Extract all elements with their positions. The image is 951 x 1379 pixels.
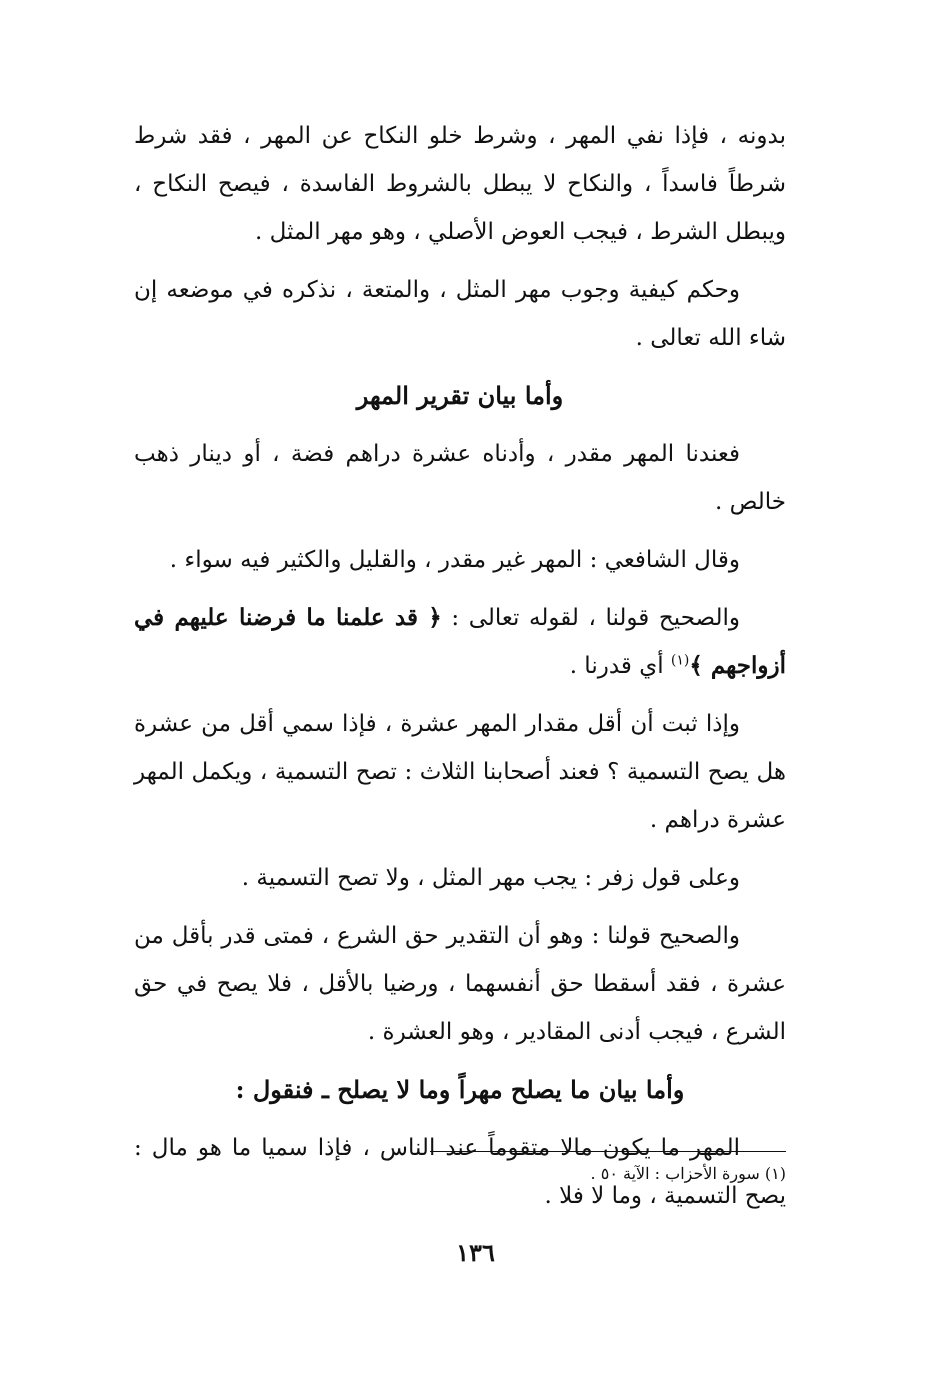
paragraph-5-intro: والصحيح قولنا ، لقوله تعالى : bbox=[441, 605, 740, 631]
paragraph-5-outro: أي قدرنا . bbox=[569, 653, 671, 679]
footnote-text: (١) سورة الأحزاب : الآية ٥٠ . bbox=[590, 1164, 786, 1183]
paragraph-2: وحكم كيفية وجوب مهر المثل ، والمتعة ، نذكره في موضعه إن شاء الله تعالى . bbox=[134, 277, 786, 351]
footnote-reference[interactable]: (١) bbox=[670, 652, 690, 669]
paragraph-4: وقال الشافعي : المهر غير مقدر ، والقليل والكثير فيه سواء . bbox=[169, 547, 740, 573]
paragraph-3: فعندنا المهر مقدر ، وأدناه عشرة دراهم فضة ، أو دينار ذهب خالص . bbox=[134, 441, 786, 515]
paragraph-5 bbox=[134, 594, 786, 690]
quran-verse-quote: ﴿ قد علمنا ما فرضنا عليهم في أزواجهم ﴾ bbox=[134, 604, 786, 679]
paragraph-8: والصحيح قولنا : وهو أن التقدير حق الشرع ، فمتى قدر بأقل من عشرة ، فقد أسقطا حق أنفسهما ، ورضيا بالأقل ، فلا يصح في حق الشرع ، فيجب أدنى المقادير ، وهو العشرة . bbox=[134, 923, 786, 1045]
page-number: ١٣٦ bbox=[456, 1238, 495, 1267]
paragraph-1: بدونه ، فإذا نفي المهر ، وشرط خلو النكاح عن المهر ، فقد شرط شرطاً فاسداً ، والنكاح لا يبطل بالشروط الفاسدة ، فيصح النكاح ، ويبطل الشرط ، فيجب العوض الأصلي ، وهو مهر المثل . bbox=[134, 123, 786, 245]
paragraph-9: المهر ما يكون مالا متقوماً عند الناس ، فإذا سميا ما هو مال : يصح التسمية ، وما لا فلا . bbox=[134, 1135, 786, 1209]
footnote-divider bbox=[430, 1151, 786, 1152]
section-heading-valid-mahr: وأما بيان ما يصلح مهراً وما لا يصلح ـ فنقول : bbox=[235, 1075, 685, 1104]
paragraph-6: وإذا ثبت أن أقل مقدار المهر عشرة ، فإذا سمي أقل من عشرة هل يصح التسمية ؟ فعند أصحابنا الثلاث : تصح التسمية ، ويكمل المهر عشرة دراهم . bbox=[134, 711, 786, 833]
section-heading-mahr-determination: وأما بيان تقرير المهر bbox=[356, 381, 564, 410]
page-body bbox=[134, 112, 786, 1230]
paragraph-7: وعلى قول زفر : يجب مهر المثل ، ولا تصح التسمية . bbox=[241, 865, 740, 891]
